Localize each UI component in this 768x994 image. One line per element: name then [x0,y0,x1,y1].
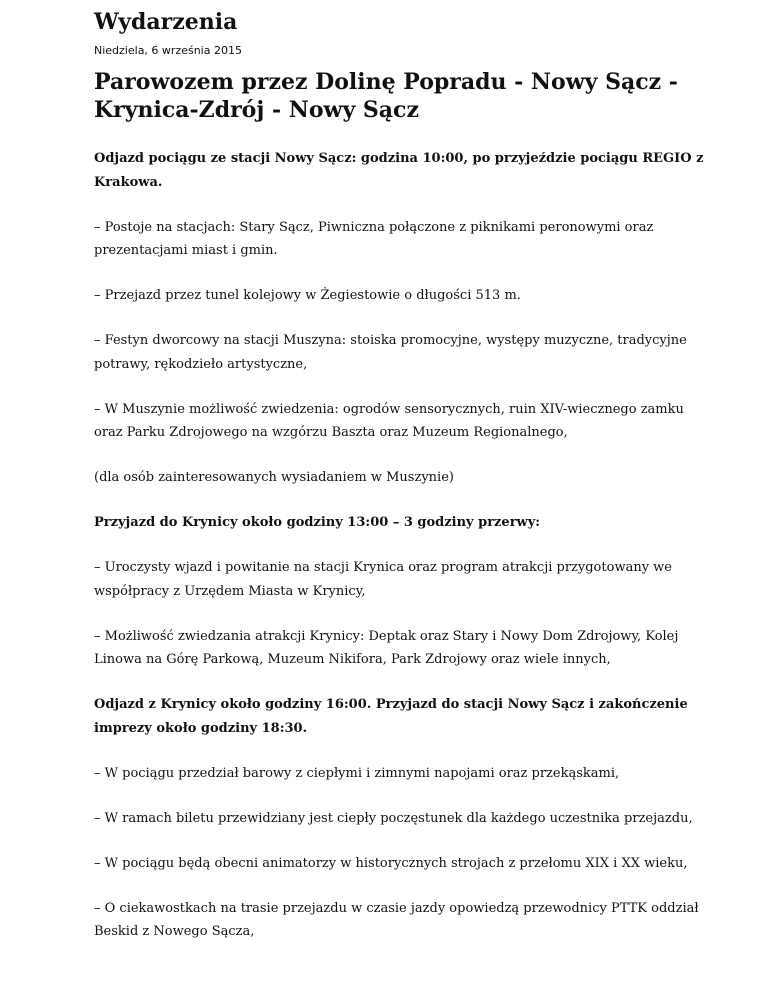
article-title: Parowozem przez Dolinę Popradu - Nowy Sącz - Krynica-Zdrój - Nowy Sącz [94,69,678,123]
article-paragraph [94,625,694,672]
paragraph-line: współpracy z Urzędem Miasta w Krynicy, [94,583,366,599]
article-date: Niedziela, 6 września 2015 [94,44,242,57]
article-paragraph [94,216,694,263]
paragraph-line: Odjazd z Krynicy około godziny 16:00. Przyjazd do stacji Nowy Sącz i zakończenie [94,697,688,712]
paragraph-line: Linowa na Górę Parkową, Muzeum Nikifora, Park Zdrojowy oraz wiele innych, [94,652,611,667]
paragraph-line: prezentacjami miast i gmin. [94,243,278,258]
paragraph-line: oraz Parku Zdrojowego na wzgórzu Baszta oraz Muzeum Regionalnego, [94,425,568,440]
paragraph-line: Krakowa. [94,174,163,190]
paragraph-line: Beskid z Nowego Sącza, [94,924,255,939]
article-paragraph [94,284,694,308]
section-title: Wydarzenia [94,9,238,35]
article-paragraph [94,398,694,445]
paragraph-line: – Uroczysty wjazd i powitanie na stacji Krynica oraz program atrakcji przygotowany we [94,560,672,575]
article-paragraph [94,466,694,490]
article-body [94,147,704,965]
article-paragraph [94,147,704,194]
paragraph-line: – Postoje na stacjach: Stary Sącz, Piwniczna połączone z piknikami peronowymi oraz [94,219,654,235]
paragraph-line: – W pociągu będą obecni animatorzy w historycznych strojach z przełomu XIX i XX wieku, [94,855,688,871]
article-paragraph [94,852,694,876]
paragraph-line: potrawy, rękodzieło artystyczne, [94,356,308,372]
article-paragraph [94,897,699,944]
paragraph-line: Odjazd pociągu ze stacji Nowy Sącz: godzina 10:00, po przyjeździe pociągu REGIO z [94,151,704,166]
article-paragraph [94,762,694,786]
paragraph-line: – W pociągu przedział barowy z ciepłymi i zimnymi napojami oraz przekąskami, [94,765,620,781]
article-paragraph [94,329,694,376]
paragraph-line: Przyjazd do Krynicy około godziny 13:00 – 3 godziny przerwy: [94,515,541,530]
paragraph-line: – W Muszynie możliwość zwiedzenia: ogrodów sensorycznych, ruin XIV-wiecznego zamku [94,401,684,417]
paragraph-line: – Przejazd przez tunel kolejowy w Żegiestowie o długości 513 m. [94,288,521,303]
paragraph-line: (dla osób zainteresowanych wysiadaniem w Muszynie) [94,470,454,485]
article-paragraph [94,693,694,740]
article-paragraph [94,511,694,535]
article-paragraph [94,556,694,603]
article-paragraph [94,807,694,831]
paragraph-line: – O ciekawostkach na trasie przejazdu w czasie jazdy opowiedzą przewodnicy PTTK oddział [94,900,699,916]
paragraph-line: imprezy około godziny 18:30. [94,720,308,736]
paragraph-line: – W ramach biletu przewidziany jest ciepły poczęstunek dla każdego uczestnika przejazdu, [94,810,693,826]
paragraph-line: – Możliwość zwiedzania atrakcji Krynicy: Deptak oraz Stary i Nowy Dom Zdrojowy, Kolej [94,628,679,644]
paragraph-line: – Festyn dworcowy na stacji Muszyna: stoiska promocyjne, występy muzyczne, tradycyjne [94,333,687,348]
